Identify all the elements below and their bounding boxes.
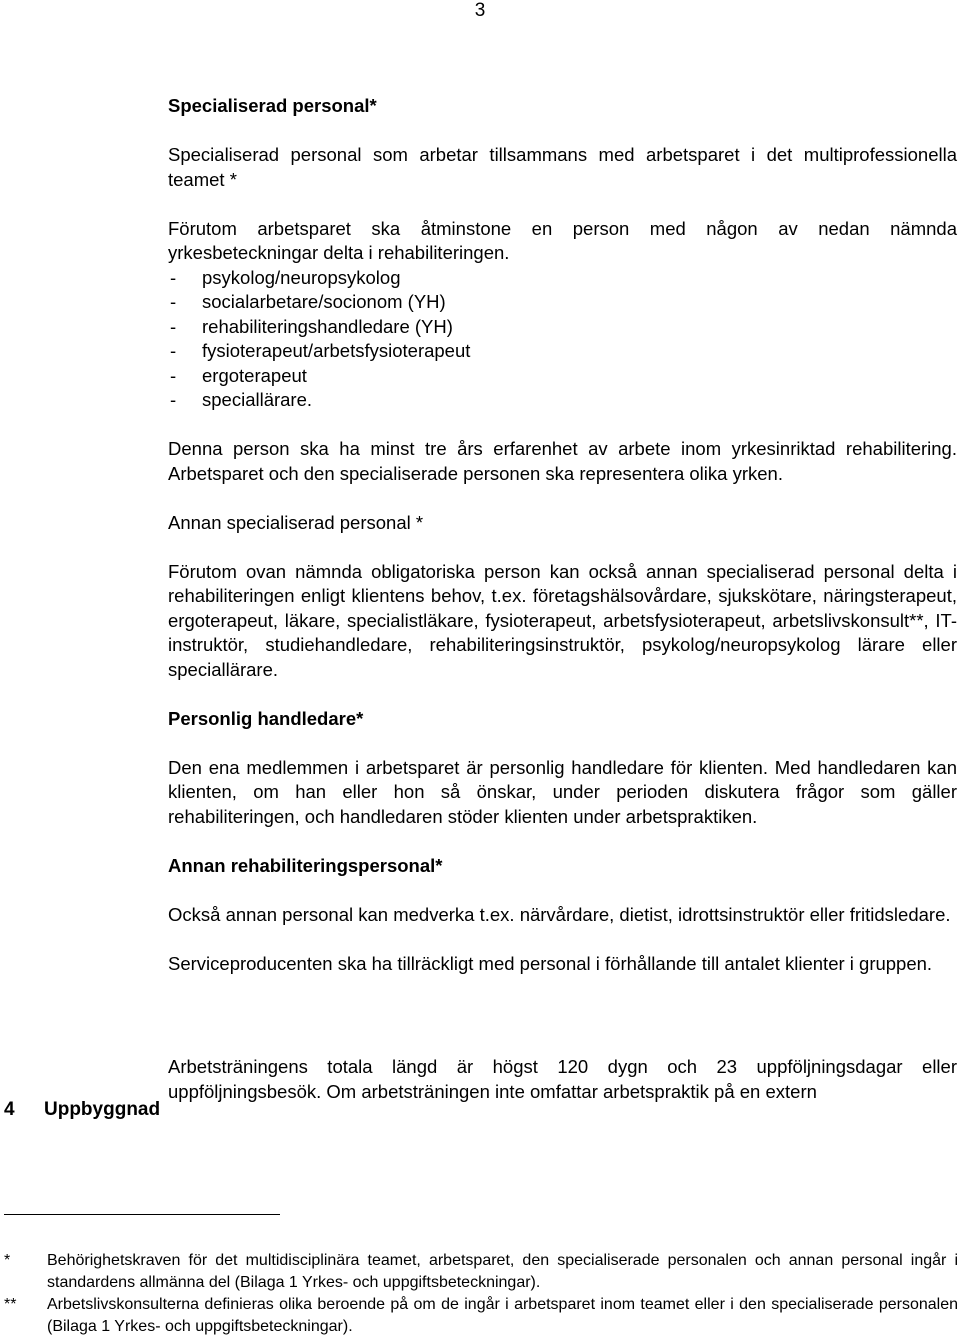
specialized-staff-intro: Specialiserad personal som arbetar tillsammans med arbetsparet i det multiprofessionella teamet *	[168, 144, 957, 190]
footnote	[0, 1294, 958, 1338]
other-rehab-staff-text: Också annan personal kan medverka t.ex. närvårdare, dietist, idrottsinstruktör eller fritidsledare.	[168, 903, 951, 925]
profession-list	[168, 266, 957, 413]
list-item: - rehabiliteringshandledare (YH)	[168, 315, 957, 340]
document-body	[168, 94, 957, 1104]
experience-requirement: Denna person ska ha minst tre års erfarenhet av arbete inom yrkesinriktad rehabilitering. Arbetsparet och den specialiserade personen ska representera olika yrken.	[168, 438, 957, 484]
list-item: - socialarbetare/socionom (YH)	[168, 290, 957, 315]
staff-capacity-text: Serviceproducenten ska ha tillräckligt med personal i förhållande till antalet klienter i gruppen.	[168, 952, 933, 974]
heading-personal-supervisor: Personlig handledare*	[168, 707, 364, 729]
section-title: Uppbyggnad	[44, 1099, 161, 1120]
footnote-text: Arbetslivskonsulterna definieras olika beroende på om de ingår i arbetsparet inom teamet eller i den specialiserade personalen (Bilaga 1 Yrkes- och uppgiftsbeteckningar).	[47, 1296, 958, 1335]
heading-other-rehab-staff: Annan rehabiliteringspersonal*	[168, 854, 443, 876]
page-number: 3	[474, 0, 486, 21]
specialized-staff-requirement: Förutom arbetsparet ska åtminstone en person med någon av nedan nämnda yrkesbeteckningar delta i rehabiliteringen.	[168, 217, 957, 263]
footnote-text: Behörighetskraven för det multidisciplinära teamet, arbetsparet, den specialiserade personalen och annan personal ingår i standardens allmänna del (Bilaga 1 Yrkes- och uppgiftsbeteckningar).	[47, 1252, 958, 1291]
section-4-text: Arbetsträningens totala längd är högst 120 dygn och 23 uppföljningsdagar eller uppföljningsbesök. Om arbetsträningen inte omfattar arbetspraktik på en extern	[168, 1056, 957, 1102]
heading-specialized-staff: Specialiserad personal*	[168, 95, 377, 116]
other-specialized-staff-text: Förutom ovan nämnda obligatoriska person kan också annan specialiserad personal delta i rehabiliteringen enligt klientens behov, t.ex. företagshälsovårdare, sjukskötare, näringsterapeut, ergoterapeut, läkare, specialistläkare, fysioterapeut, arbetsfysioterapeut, arbetslivskonsult**, IT-instruktör, studiehandledare, rehabiliteringsinstruktör, psykolog/neuropsykolog lärare eller speciallärare.	[168, 560, 957, 680]
section-4-heading	[4, 1098, 160, 1122]
list-item: - psykolog/neuropsykolog	[168, 266, 957, 291]
footnote-mark: **	[4, 1296, 17, 1313]
list-item: - ergoterapeut	[168, 364, 957, 389]
section-number: 4	[4, 1099, 15, 1120]
list-item: - fysioterapeut/arbetsfysioterapeut	[168, 339, 957, 364]
footnote-divider	[4, 1214, 280, 1215]
heading-other-specialized-staff: Annan specialiserad personal *	[168, 511, 424, 533]
footnotes	[0, 1250, 958, 1338]
footnote	[0, 1250, 958, 1294]
footnote-mark: *	[4, 1252, 11, 1269]
list-item: - speciallärare.	[168, 388, 957, 413]
personal-supervisor-text: Den ena medlemmen i arbetsparet är personlig handledare för klienten. Med handledaren kan klienten, om han eller hon så önskar, under perioden diskutera frågor som gäller rehabiliteringen, och handledaren stöder klienten under arbetspraktiken.	[168, 756, 957, 827]
